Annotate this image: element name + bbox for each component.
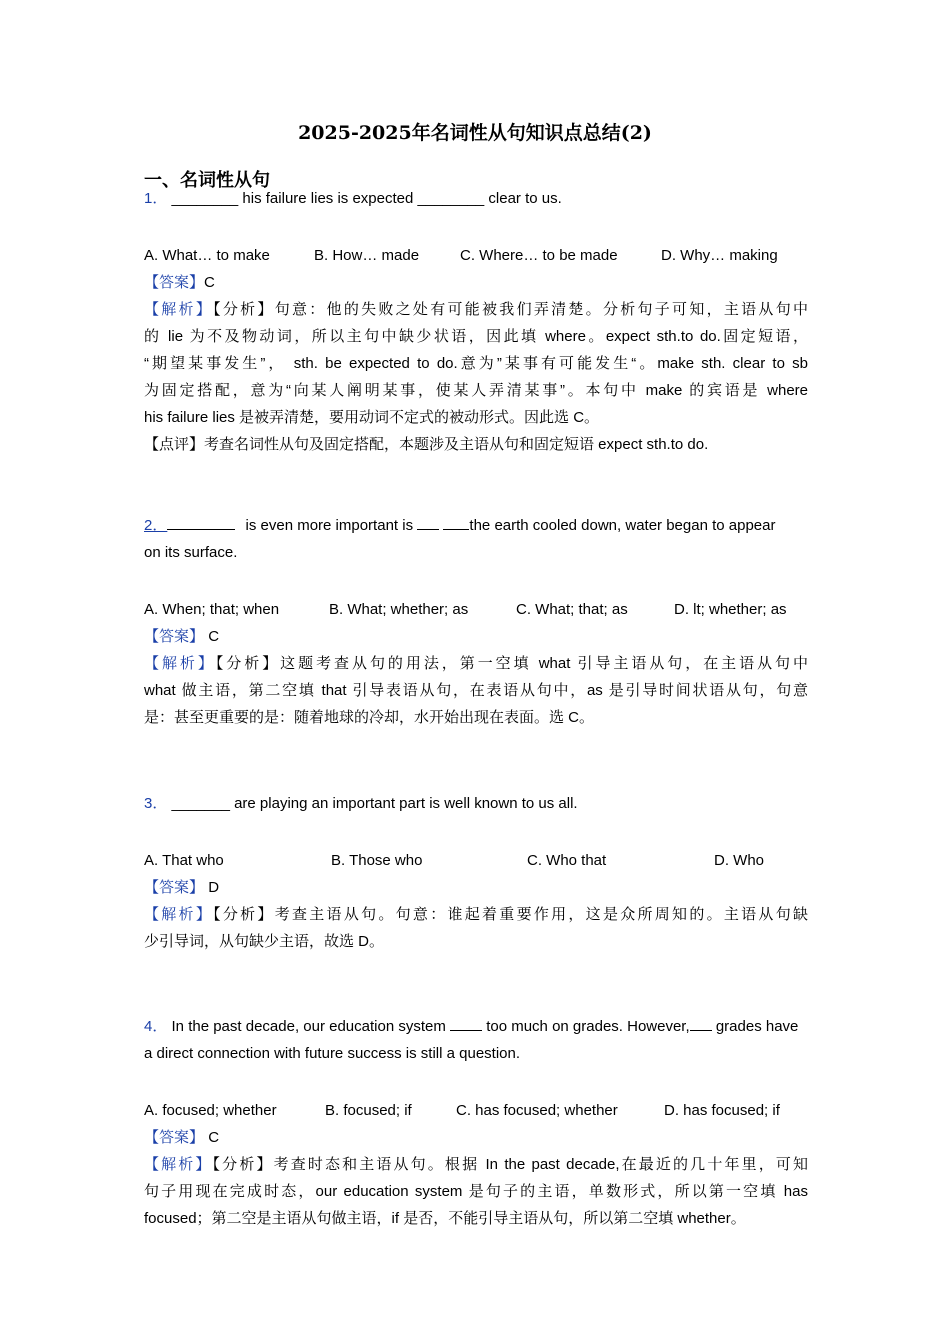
option-a: A. That who [144,852,224,869]
option-b: B. Those who [331,852,423,869]
answer-value: C [204,274,215,291]
question-1-number: 1． [144,190,168,207]
analysis-line: 少引导词，从句缺少主语，故选 D。 [144,933,385,950]
analysis-line [144,1151,808,1178]
question-2-options [144,596,808,623]
question-4-text: too much on grades. However, [482,1018,690,1035]
analysis-text: 【分析】考查主语从句。句意：谁起着重要作用，这是众所周知的。主语从句缺 [213,906,808,923]
question-3-number: 3． [144,795,168,812]
analysis-line: 为固定搭配，意为“向某人阐明某事，使某人弄清某事”。本句中 make 的宾语是 where [144,382,808,399]
option-c: C. has focused; whether [456,1102,618,1119]
question-2-text: is even more important is [241,517,418,534]
comment-line: 【点评】考查名词性从句及固定搭配，本题涉及主语从句和固定短语 expect sth.to do. [144,436,709,453]
option-a: A. What… to make [144,247,270,264]
question-1-options [144,242,808,269]
analysis-label: 【解析】 [144,1156,213,1173]
analysis-label: 【解析】 [144,655,216,672]
analysis-text: 【分析】句意：他的失败之处有可能被我们弄清楚。分析句子可知，主语从句中 [213,301,808,318]
option-d: D. Why… making [661,247,778,264]
option-a: A. focused; whether [144,1102,277,1119]
option-d: D. has focused; if [664,1102,780,1119]
answer-label: 【答案】 [144,1129,205,1146]
option-d: D. Who [714,852,765,869]
question-4-text: In the past decade, our education system [171,1018,451,1035]
option-d: D. lt; whether; as [674,601,787,618]
option-c: C. Who that [527,852,607,869]
question-1-text: ________ his failure lies is expected ________ clear to us. [171,190,562,207]
question-4-text: grades have [711,1018,799,1035]
blank [443,515,469,530]
page-title: 2025-2025年名词性从句知识点总结(2) [298,122,652,144]
question-2-answer [144,623,808,650]
analysis-line: 是：甚至更重要的是：随着地球的冷却，水开始出现在表面。选 C。 [144,709,595,726]
option-b: B. How… made [314,247,420,264]
option-c: C. Where… to be made [460,247,618,264]
blank [690,1016,712,1031]
option-b: B. What; whether; as [329,601,469,618]
blank [167,515,235,530]
analysis-line: what 做主语，第二空填 that 引导表语从句，在表语从句中，as 是引导时间状语从句，句意 [144,682,808,699]
answer-value: C [208,628,220,645]
analysis-line: his failure lies 是被弄清楚，要用动词不定式的被动形式。因此选 C。 [144,409,600,426]
question-2-text: the earth cooled down, water began to appear [469,517,776,534]
question-4-number: 4． [144,1018,168,1035]
analysis-line: 句子用现在完成时态，our education system 是句子的主语，单数形式，所以第一空填 has [144,1183,808,1200]
question-3-answer [144,874,808,901]
question-3-text: _______ are playing an important part is well known to us all. [171,795,578,812]
question-4-options [144,1097,808,1124]
question-2-stem [144,512,808,539]
answer-value: D [208,879,220,896]
question-4-stem-cont: a direct connection with future success is still a question. [144,1045,521,1062]
answer-label: 【答案】 [144,879,205,896]
analysis-label: 【解析】 [144,906,214,923]
analysis-line: 的 lie 为不及物动词，所以主句中缺少状语，因此填 where。expect sth.to do.固定短语， [144,328,808,345]
analysis-label: 【解析】 [144,301,214,318]
question-1-stem [144,185,808,212]
question-1-answer [144,269,808,296]
section-heading: 一、名词性从句 [144,170,270,191]
blank [417,515,439,530]
question-2-number: 2． [144,517,168,534]
analysis-text: 【分析】考查时态和主语从句。根据 In the past decade,在最近的几十年里，可知 [212,1156,808,1173]
analysis-line [144,296,808,323]
option-a: A. When; that; when [144,601,280,618]
analysis-line [144,650,808,677]
question-4-stem [144,1013,808,1040]
answer-label: 【答案】 [144,628,205,645]
question-2-stem-cont: on its surface. [144,544,238,561]
answer-label: 【答案】 [144,274,205,291]
question-3-stem [144,790,808,817]
blank [450,1016,482,1031]
option-c: C. What; that; as [516,601,628,618]
analysis-line: “期望某事发生”， sth. be expected to do.意为”某事有可能发生“。make sth. clear to sb [144,355,808,372]
option-b: B. focused; if [325,1102,412,1119]
analysis-line: focused；第二空是主语从句做主语，if 是否，不能引导主语从句，所以第二空填 whether。 [144,1210,746,1227]
question-3-options [144,847,808,874]
question-4-answer [144,1124,808,1151]
answer-value: C [208,1129,220,1146]
analysis-line [144,901,808,928]
analysis-text: 【分析】这题考查从句的用法，第一空填 what 引导主语从句，在主语从句中 [215,655,808,672]
